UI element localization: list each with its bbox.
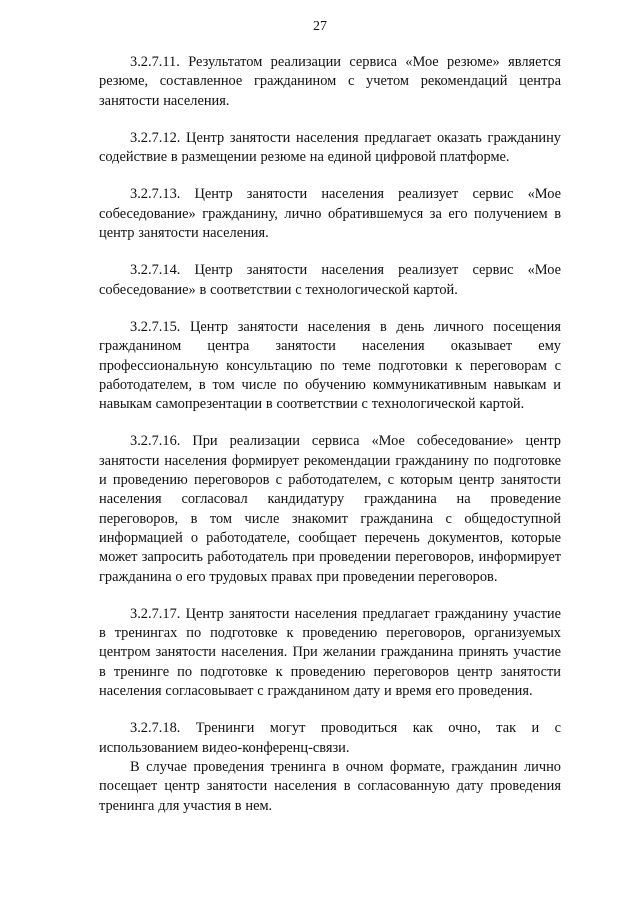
- paragraph-3-2-7-11: 3.2.7.11. Результатом реализации сервиса «Мое резюме» является резюме, составленное гражданином с учетом рекомендаций центра занятости населения.: [99, 54, 561, 109]
- paragraph-3-2-7-15: 3.2.7.15. Центр занятости населения в день личного посещения гражданином центра занятости населения оказывает ему профессиональную консультацию по теме подготовки к переговорам с работодателем, в том числе по обучению коммуникативным навыкам и навыкам самопрезентации в соответствии с технологической картой.: [99, 318, 561, 413]
- paragraph-3-2-7-18: 3.2.7.18. Тренинги могут проводиться как очно, так и с использованием видео-конференц-связи.: [99, 720, 561, 756]
- paragraph-training-in-person: В случае проведения тренинга в очном формате, гражданин лично посещает центр занятости населения в согласованную дату проведения тренинга для участия в нем.: [99, 758, 561, 814]
- paragraph-3-2-7-13: 3.2.7.13. Центр занятости населения реализует сервис «Мое собеседование» гражданину, лично обратившемуся за его получением в центр занятости населения.: [99, 186, 561, 242]
- paragraph-3-2-7-17: 3.2.7.17. Центр занятости населения предлагает гражданину участие в тренингах по подготовке к проведению переговоров, организуемых центром занятости населения. При желании гражданина принять участие в тренинге по подготовке к проведению переговоров центр занятости населения согласовывает с гражданином дату и время его проведения.: [99, 605, 561, 700]
- document-body: [99, 53, 561, 816]
- paragraph-3-2-7-12: 3.2.7.12. Центр занятости населения предлагает оказать гражданину содействие в размещении резюме на единой цифровой платформе.: [99, 129, 561, 166]
- page-number: 27: [313, 19, 327, 34]
- paragraph-3-2-7-16: 3.2.7.16. При реализации сервиса «Мое собеседование» центр занятости населения формирует рекомендации гражданину по подготовке и проведению переговоров с работодателем, с которым центр занятости населения согласовал кандидатуру гражданина на проведение переговоров, в том числе знакомит гражданина с общедоступной информацией о работодателе, сообщает перечень документов, которые может запросить работодатель при проведении переговоров, информирует гражданина о его трудовых правах при проведении переговоров.: [99, 433, 561, 585]
- paragraph-3-2-7-14: 3.2.7.14. Центр занятости населения реализует сервис «Мое собеседование» в соответствии с технологической картой.: [99, 262, 561, 298]
